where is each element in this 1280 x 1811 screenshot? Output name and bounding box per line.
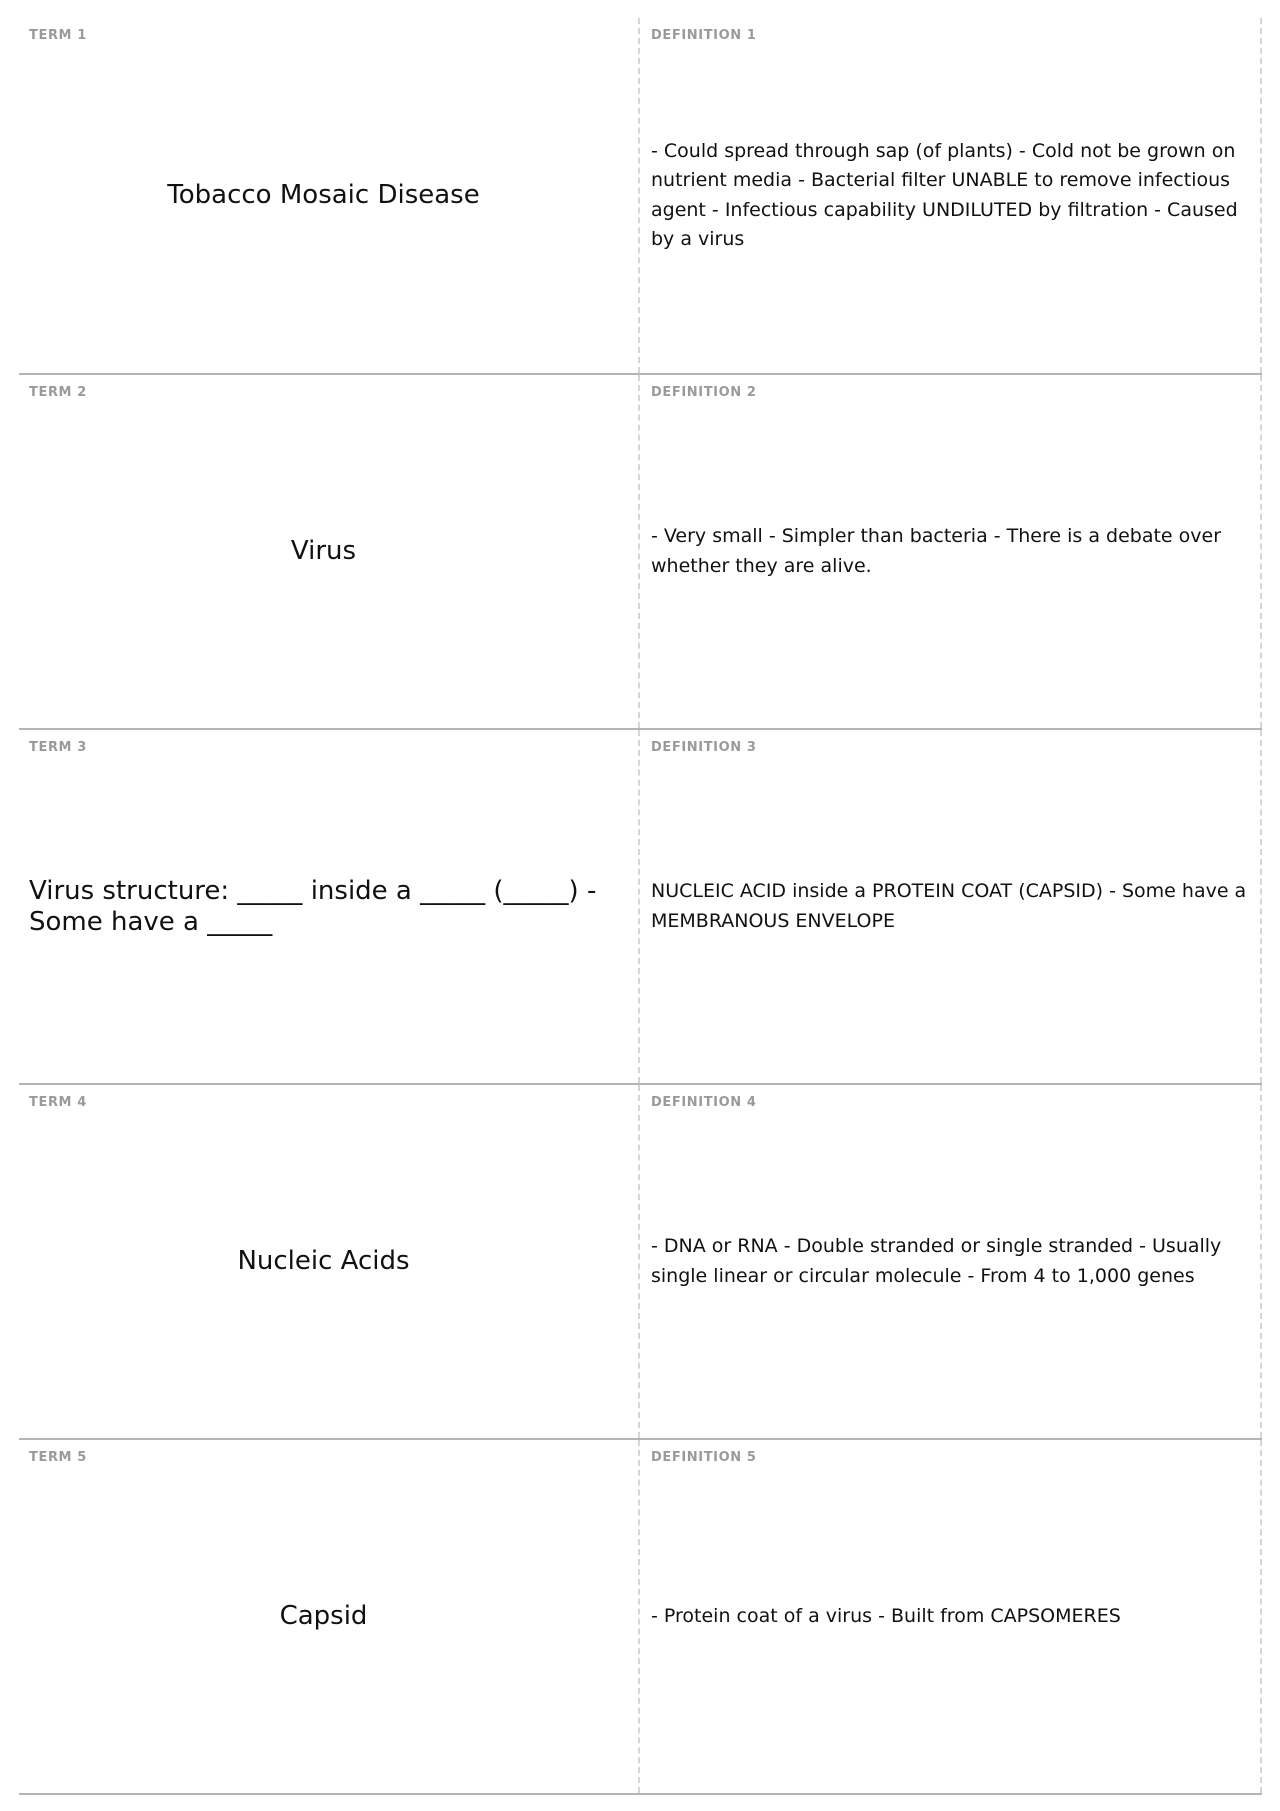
term-label: TERM 3 bbox=[29, 740, 87, 755]
definition-label: DEFINITION 3 bbox=[651, 740, 757, 755]
term-cell bbox=[19, 1085, 640, 1438]
term-cell bbox=[19, 375, 640, 728]
term-text: Tobacco Mosaic Disease bbox=[167, 180, 480, 210]
term-text: Virus bbox=[290, 536, 357, 566]
term-label: TERM 5 bbox=[29, 1450, 87, 1465]
flashcard-row bbox=[19, 1085, 1262, 1440]
definition-text: - Could spread through sap (of plants) - Cold not be grown on nutrient media - Bacterial filter UNABLE to remove infectious agent - Infectious capability UNDILUTED by filtration - Caused by a virus bbox=[651, 139, 1238, 250]
flashcard-row bbox=[19, 18, 1262, 375]
term-text: Virus structure: _____ inside a _____ (_____) - Some have a _____ bbox=[29, 875, 597, 937]
definition-label: DEFINITION 5 bbox=[651, 1450, 757, 1465]
term-cell bbox=[19, 1440, 640, 1793]
definition-text: - Very small - Simpler than bacteria - There is a debate over whether they are alive. bbox=[651, 525, 1222, 577]
term-text: Nucleic Acids bbox=[237, 1246, 410, 1276]
flashcard-row bbox=[19, 1440, 1262, 1795]
term-cell bbox=[19, 18, 640, 373]
term-label: TERM 2 bbox=[29, 385, 87, 400]
term-label: TERM 4 bbox=[29, 1095, 87, 1110]
definition-text: - Protein coat of a virus - Built from CAPSOMERES bbox=[651, 1604, 1121, 1627]
definition-cell bbox=[640, 1085, 1262, 1438]
definition-text: - DNA or RNA - Double stranded or single stranded - Usually single linear or circular molecule - From 4 to 1,000 genes bbox=[651, 1235, 1222, 1287]
term-label: TERM 1 bbox=[29, 28, 87, 43]
definition-cell bbox=[640, 375, 1262, 728]
definition-text: NUCLEIC ACID inside a PROTEIN COAT (CAPSID) - Some have a MEMBRANOUS ENVELOPE bbox=[651, 880, 1247, 932]
term-text: Capsid bbox=[279, 1601, 368, 1631]
definition-label: DEFINITION 2 bbox=[651, 385, 757, 400]
definition-cell bbox=[640, 1440, 1262, 1793]
flashcard-sheet bbox=[19, 18, 1262, 1795]
definition-cell bbox=[640, 730, 1262, 1083]
flashcard-row bbox=[19, 375, 1262, 730]
definition-label: DEFINITION 4 bbox=[651, 1095, 757, 1110]
term-cell bbox=[19, 730, 640, 1083]
flashcard-row bbox=[19, 730, 1262, 1085]
definition-label: DEFINITION 1 bbox=[651, 28, 757, 43]
definition-cell bbox=[640, 18, 1262, 373]
